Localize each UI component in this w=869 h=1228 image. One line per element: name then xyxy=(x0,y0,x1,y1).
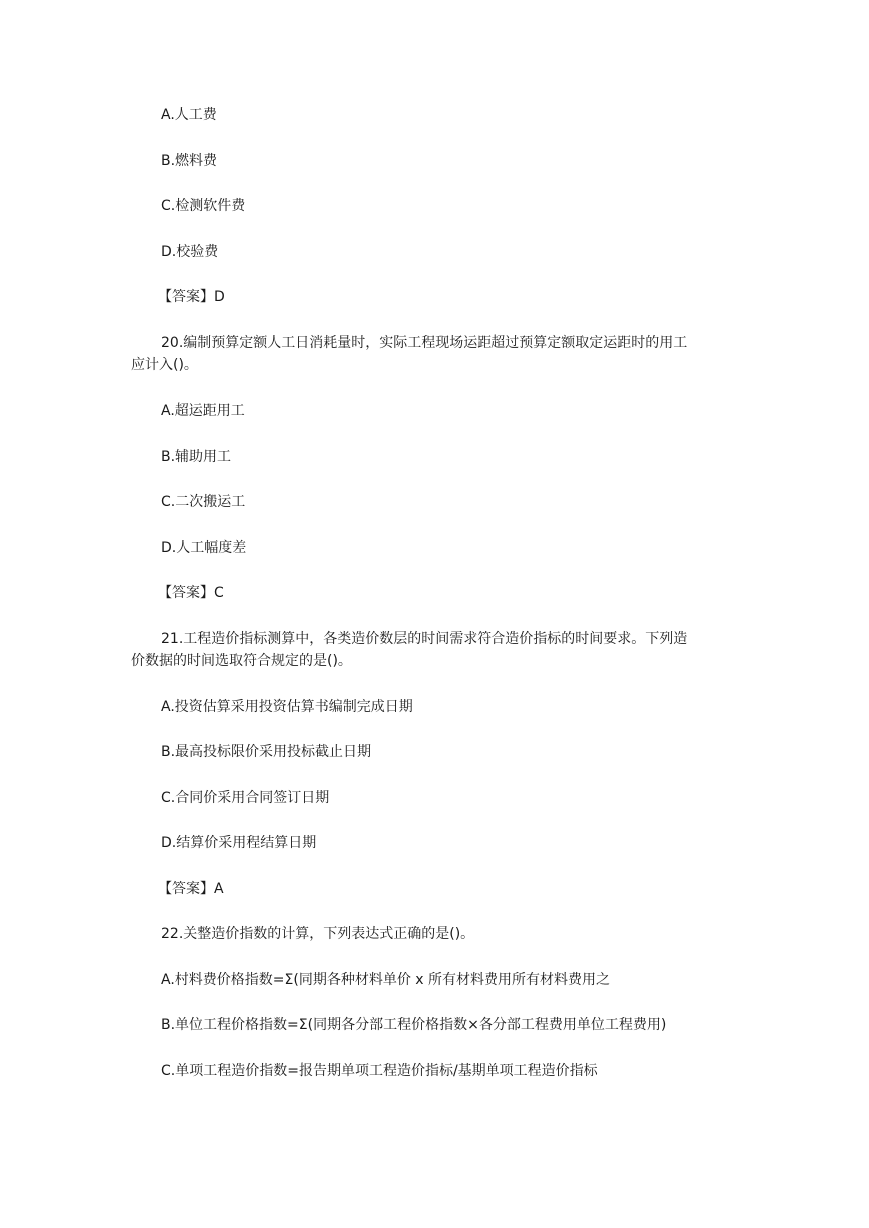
q19-option-c: C.检测软件费 xyxy=(161,198,246,214)
q20-stem-line1: 20.编制预算定额人工日消耗量时，实际工程现场运距超过预算定额取定运距时的用工 xyxy=(161,335,688,351)
q20-option-b: B.辅助用工 xyxy=(161,449,232,465)
q22-stem: 22.关整造价指数的计算，下列表达式正确的是()。 xyxy=(161,926,475,942)
q20-answer: 【答案】C xyxy=(158,585,224,601)
q21-option-b: B.最高投标限价采用投标截止日期 xyxy=(161,744,372,760)
q22-option-c: C.单项工程造价指数=报告期单项工程造价指标/基期单项工程造价指标 xyxy=(161,1063,598,1079)
q20-option-d: D.人工幅度差 xyxy=(161,540,247,556)
q21-answer: 【答案】A xyxy=(158,881,224,897)
q21-option-c: C.合同价采用合同签订日期 xyxy=(161,790,330,806)
q19-option-b: B.燃料费 xyxy=(161,153,218,169)
q21-stem-line2: 价数据的时间选取符合规定的是()。 xyxy=(131,653,352,669)
q20-stem-line2: 应计入()。 xyxy=(131,357,198,373)
q20-option-a: A.超运距用工 xyxy=(161,403,245,419)
q22-option-a: A.村料费价格指数=Σ(同期各种材料单价 x 所有材料费用所有材料费用之 xyxy=(161,972,611,988)
q21-option-d: D.结算价采用程结算日期 xyxy=(161,835,317,851)
q20-option-c: C.二次搬运工 xyxy=(161,494,246,510)
q19-answer: 【答案】D xyxy=(158,289,225,305)
q19-option-d: D.校验费 xyxy=(161,244,219,260)
q21-option-a: A.投资估算采用投资估算书编制完成日期 xyxy=(161,699,413,715)
q21-stem-line1: 21.工程造价指标测算中，各类造价数层的时间需求符合造价指标的时间要求。下列造 xyxy=(161,631,688,647)
q19-option-a: A.人工费 xyxy=(161,107,217,123)
q22-option-b: B.单位工程价格指数=Σ(同期各分部工程价格指数×各分部工程费用单位工程费用) xyxy=(161,1017,667,1033)
